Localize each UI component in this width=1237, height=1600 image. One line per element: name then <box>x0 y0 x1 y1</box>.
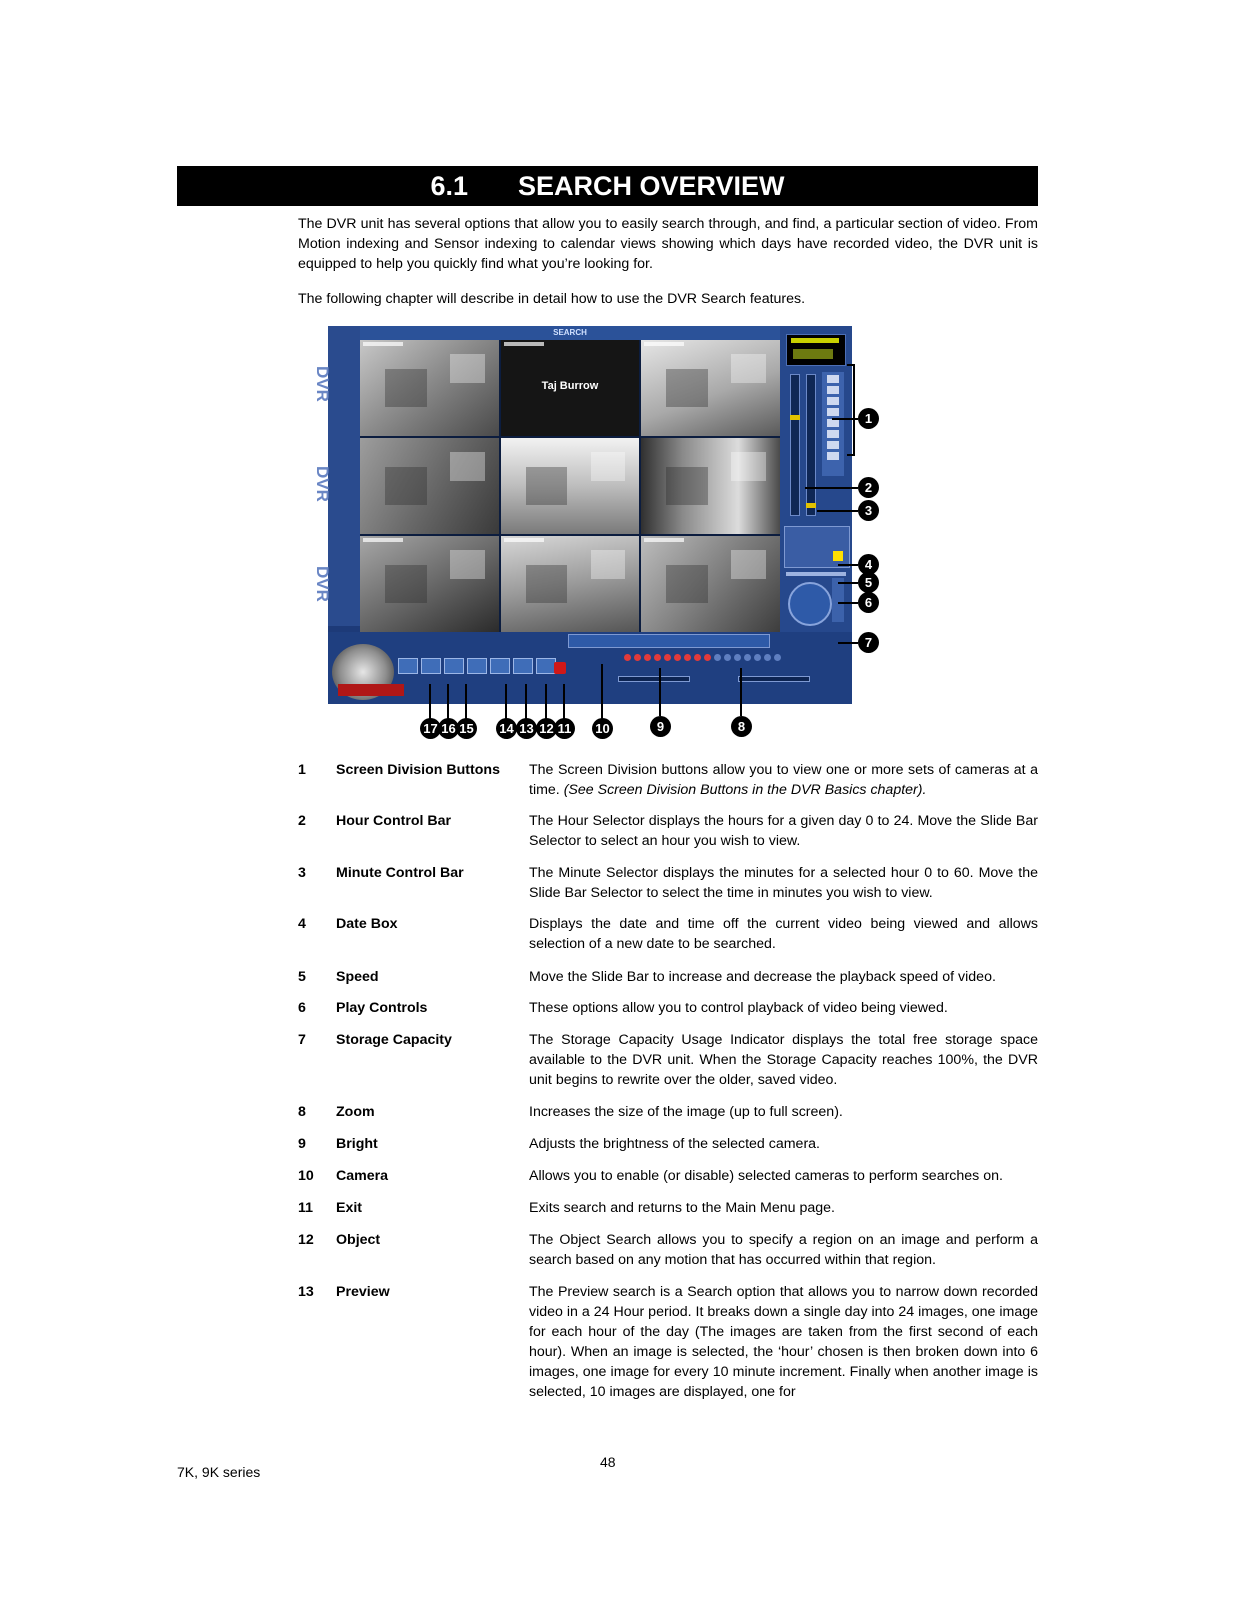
section-title-bar <box>177 166 1038 206</box>
play-side-buttons[interactable] <box>832 578 844 622</box>
item-description: Displays the date and time off the current video being viewed and allows selection of a new date to be searched. <box>529 916 1038 952</box>
callout-line <box>805 487 858 489</box>
camera-select-buttons <box>624 654 781 661</box>
camera-view <box>501 536 640 632</box>
search-mode-button[interactable] <box>467 658 487 674</box>
search-mode-button[interactable] <box>513 658 533 674</box>
side-brand-strip <box>313 326 360 626</box>
hour-control-bar[interactable] <box>790 374 800 516</box>
search-mode-button[interactable] <box>444 658 464 674</box>
item-number: 13 <box>298 1284 314 1300</box>
callout-16: 16 <box>438 718 459 739</box>
camera-toggle[interactable] <box>654 654 661 661</box>
item-number: 7 <box>298 1032 306 1048</box>
division-bracket <box>847 364 855 456</box>
item-description: The Object Search allows you to specify a region on an image and perform a search based on any motion that has occurred within that region. <box>529 1232 1038 1268</box>
intro-paragraph-2: The following chapter will describe in detail how to use the DVR Search features. <box>298 291 806 307</box>
item-term: Preview <box>336 1284 390 1300</box>
side-text-1: DVR <box>313 366 332 402</box>
camera-toggle[interactable] <box>674 654 681 661</box>
intro-paragraph-1: The DVR unit has several options that allow you to easily search through, and find, a particular section of video. From Motion indexing and Sensor indexing to calendar views showing which days have recorded video, the DVR unit is equipped to help you quickly find what you’re looking for. <box>298 216 1038 272</box>
callout-2: 2 <box>858 477 879 498</box>
callout-4: 4 <box>858 554 879 575</box>
camera-toggle[interactable] <box>744 654 751 661</box>
item-term: Screen Division Buttons <box>336 762 500 778</box>
callout-line <box>838 582 858 584</box>
camera-toggle[interactable] <box>764 654 771 661</box>
item-number: 12 <box>298 1232 314 1248</box>
item-number: 3 <box>298 865 306 881</box>
page-number: 48 <box>600 1454 616 1470</box>
callout-line <box>838 642 858 644</box>
callout-7: 7 <box>858 632 879 653</box>
search-mode-button[interactable] <box>490 658 510 674</box>
item-description: The Screen Division buttons allow you to view one or more sets of cameras at a time. (See Screen Division Buttons in the DVR Basics chapter). <box>529 762 1038 798</box>
callout-line <box>838 602 858 604</box>
side-text-2: DVR <box>313 466 332 502</box>
item-description: Allows you to enable (or disable) selected cameras to perform searches on. <box>529 1168 1003 1184</box>
section-title: SEARCH OVERVIEW <box>518 171 785 201</box>
item-description: The Preview search is a Search option that allows you to narrow down recorded video in a 24 Hour period. It breaks down a single day into 24 images, one image for each hour of the day (The images are taken from the first second of each hour). When an image is selected, the ‘hour’ chosen is then broken down into 6 images, one image for every 10 minute increment. Finally when another image is selected, 10 images are displayed, one for <box>529 1284 1038 1400</box>
camera-view <box>360 340 499 436</box>
search-mode-button[interactable] <box>421 658 441 674</box>
camera-view <box>360 438 499 534</box>
calendar-icon[interactable] <box>833 551 843 561</box>
camera-toggle[interactable] <box>734 654 741 661</box>
item-description: Move the Slide Bar to increase and decrease the playback speed of video. <box>529 969 996 985</box>
item-description: Increases the size of the image (up to full screen). <box>529 1104 843 1120</box>
item-description: The Hour Selector displays the hours for a given day 0 to 24. Move the Slide Bar Selector to select an hour you wish to view. <box>529 813 1038 849</box>
item-number: 1 <box>298 762 306 778</box>
item-term: Camera <box>336 1168 389 1184</box>
callout-15: 15 <box>456 718 477 739</box>
camera-grid <box>360 340 780 632</box>
item-term: Speed <box>336 969 379 985</box>
item-number: 8 <box>298 1104 306 1120</box>
search-top-label: SEARCH <box>360 326 780 340</box>
camera-toggle[interactable] <box>624 654 631 661</box>
item-description: Exits search and returns to the Main Menu page. <box>529 1200 835 1216</box>
callout-1: 1 <box>858 408 879 429</box>
clock-display <box>786 334 846 366</box>
camera-overlay-text: Taj Burrow <box>541 380 599 393</box>
minute-knob[interactable] <box>806 503 816 508</box>
item-description: The Storage Capacity Usage Indicator displays the total free storage space available to the DVR unit. When the Storage Capacity reaches 100%, the DVR unit begins to rewrite over the older, saved video. <box>529 1032 1038 1088</box>
exit-button[interactable] <box>554 662 566 674</box>
bright-slider[interactable] <box>618 676 690 682</box>
callout-9: 9 <box>650 716 671 737</box>
item-term: Date Box <box>336 916 398 932</box>
item-number: 2 <box>298 813 306 829</box>
zoom-slider[interactable] <box>738 676 810 682</box>
callout-3: 3 <box>858 500 879 521</box>
callout-13: 13 <box>516 718 537 739</box>
camera-view <box>641 438 780 534</box>
callout-5: 5 <box>858 572 879 593</box>
camera-toggle[interactable] <box>714 654 721 661</box>
item-term: Zoom <box>336 1104 375 1120</box>
item-number: 11 <box>298 1200 313 1216</box>
logo-banner <box>338 684 404 696</box>
camera-view <box>501 438 640 534</box>
bottom-control-panel <box>328 632 852 704</box>
hour-knob[interactable] <box>790 415 800 420</box>
callout-14: 14 <box>496 718 517 739</box>
search-screen-figure <box>313 326 852 704</box>
item-term: Object <box>336 1232 381 1248</box>
callout-line <box>838 564 858 566</box>
camera-toggle[interactable] <box>724 654 731 661</box>
section-number: 6.1 <box>430 171 468 201</box>
side-text-3: DVR <box>313 566 332 602</box>
item-number: 10 <box>298 1168 314 1184</box>
item-term: Play Controls <box>336 1000 428 1016</box>
camera-toggle[interactable] <box>694 654 701 661</box>
callout-12: 12 <box>536 718 557 739</box>
camera-view <box>641 536 780 632</box>
camera-toggle[interactable] <box>634 654 641 661</box>
date-box[interactable] <box>784 526 850 568</box>
item-term: Hour Control Bar <box>336 813 452 829</box>
item-number: 5 <box>298 969 306 985</box>
item-term: Minute Control Bar <box>336 865 464 881</box>
item-description: Adjusts the brightness of the selected camera. <box>529 1136 821 1152</box>
camera-toggle[interactable] <box>754 654 761 661</box>
speed-slider[interactable] <box>786 572 846 576</box>
search-mode-button[interactable] <box>398 658 418 674</box>
camera-view <box>360 536 499 632</box>
item-number: 6 <box>298 1000 306 1016</box>
search-mode-buttons <box>398 658 556 674</box>
video-time-sync-bar[interactable] <box>568 634 770 648</box>
play-controls[interactable] <box>788 582 832 626</box>
callout-17: 17 <box>420 718 441 739</box>
item-description: These options allow you to control playback of video being viewed. <box>529 1000 948 1016</box>
screen-division-buttons[interactable] <box>822 372 844 476</box>
item-number: 9 <box>298 1136 306 1152</box>
callout-10: 10 <box>592 718 613 739</box>
callout-11: 11 <box>554 718 575 739</box>
callout-line <box>832 418 858 420</box>
item-description: The Minute Selector displays the minutes for a selected hour 0 to 60. Move the Slide Bar Selector to select the time in minutes you wish to view. <box>529 865 1038 901</box>
camera-toggle[interactable] <box>664 654 671 661</box>
item-term: Exit <box>336 1200 363 1216</box>
item-term: Storage Capacity <box>336 1032 452 1048</box>
item-term: Bright <box>336 1136 378 1152</box>
callout-6: 6 <box>858 592 879 613</box>
right-control-panel <box>780 326 852 632</box>
camera-toggle[interactable] <box>684 654 691 661</box>
footer-series: 7K, 9K series <box>177 1464 261 1480</box>
item-number: 4 <box>298 916 306 932</box>
callout-line <box>817 510 858 512</box>
camera-toggle[interactable] <box>704 654 711 661</box>
camera-view <box>641 340 780 436</box>
search-mode-button[interactable] <box>536 658 556 674</box>
camera-view <box>501 340 640 436</box>
camera-toggle[interactable] <box>644 654 651 661</box>
camera-toggle[interactable] <box>774 654 781 661</box>
minute-control-bar[interactable] <box>806 374 816 516</box>
callout-8: 8 <box>731 716 752 737</box>
